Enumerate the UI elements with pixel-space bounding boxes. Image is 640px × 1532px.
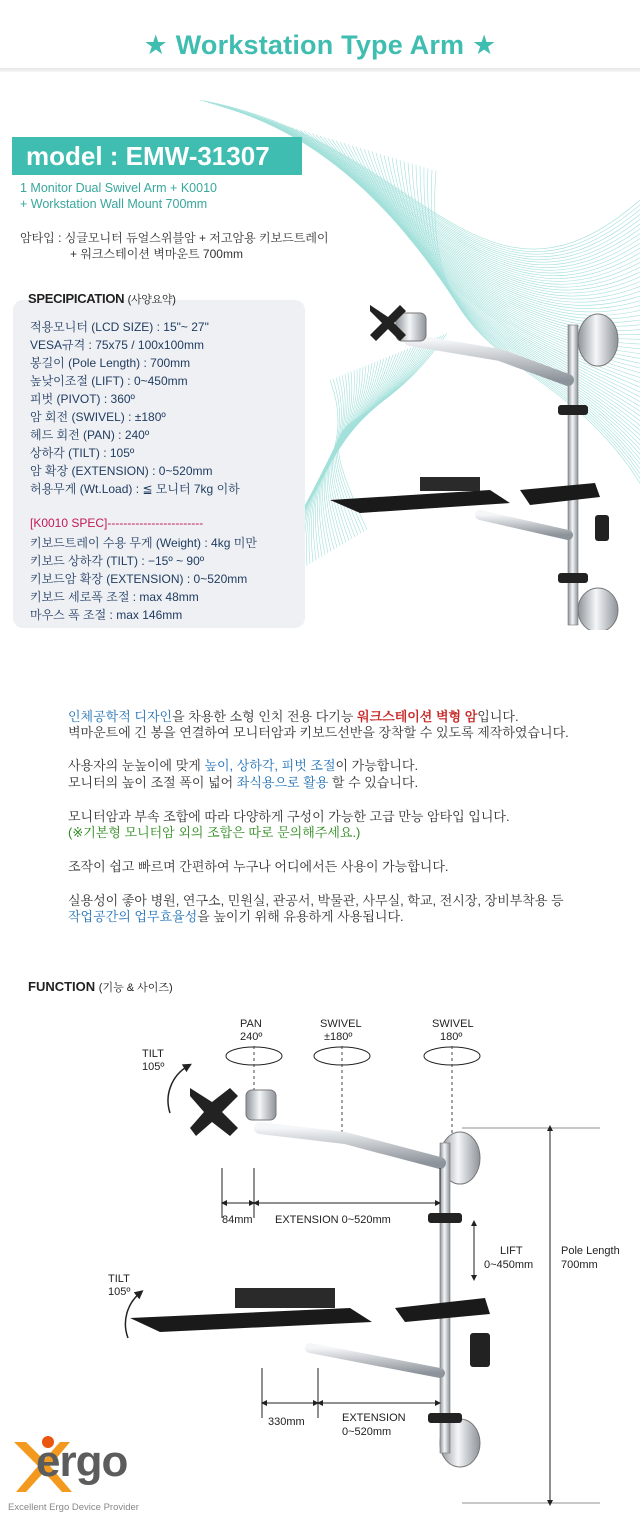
spec-line: 헤드 회전 (PAN) : 240º [30, 428, 150, 442]
swivel-label: SWIVEL [320, 1018, 362, 1030]
function-heading: FUNCTION (기능 & 사이즈) [28, 979, 173, 994]
desc-line: 조작이 쉽고 빠르며 간편하여 누구나 어디에서든 사용이 가능합니다. [68, 859, 449, 874]
k0010-spec-line: 키보드암 확장 (EXTENSION) : 0~520mm [30, 572, 248, 586]
pole-length-label: Pole Length [561, 1245, 620, 1257]
tilt-label: TILT [142, 1048, 164, 1060]
desc-line: 인체공학적 디자인을 차용한 소형 인치 전용 다기능 워크스테이션 벽형 암입니다. [68, 709, 519, 724]
arm-type-line-1: 암타입 : 싱글모니터 듀얼스위블암 + 저고암용 키보드트레이 [20, 231, 329, 245]
model-tag: model : EMW-31307 [12, 137, 302, 175]
spec-line: 높낮이조절 (LIFT) : 0~450mm [30, 374, 188, 388]
desc-line: 실용성이 좋아 병원, 연구소, 민원실, 관공서, 박물관, 사무실, 학교, 전시장, 장비부착용 등 [68, 893, 564, 908]
desc-line: 모니터암과 부속 조합에 따라 다양하게 구성이 가능한 고급 만능 암타입 입니다. [68, 809, 510, 824]
spec-heading: SPECIPICATION (사양요약) [28, 291, 176, 306]
dimension-84: 84mm [222, 1214, 253, 1226]
tilt-label: TILT [108, 1273, 130, 1285]
spec-line: 허용무게 (Wt.Load) : ≦ 모니터 7kg 이하 [30, 482, 240, 496]
swivel-value: 180º [440, 1031, 463, 1043]
extension-label: EXTENSION [342, 1412, 406, 1424]
desc-line: 모니터의 높이 조절 폭이 넓어 좌식용으로 활용 할 수 있습니다. [68, 775, 419, 790]
spec-line: 암 회전 (SWIVEL) : ±180º [30, 410, 166, 424]
k0010-spec-line: 키보드 상하각 (TILT) : −15º ~ 90º [30, 554, 205, 568]
desc-line: 사용자의 눈높이에 맞게 높이, 상하각, 피벗 조절이 가능합니다. [68, 758, 419, 773]
k0010-spec-line: 키보드트레이 수용 무게 (Weight) : 4kg 미만 [30, 536, 257, 550]
logo-tagline: Excellent Ergo Device Provider [8, 1502, 139, 1513]
spec-line: 봉길이 (Pole Length) : 700mm [30, 356, 191, 370]
extension-label: EXTENSION 0~520mm [275, 1214, 391, 1226]
model-subtitle-2: + Workstation Wall Mount 700mm [20, 197, 208, 211]
swivel-label: SWIVEL [432, 1018, 474, 1030]
logo-wordmark: ergo [36, 1437, 128, 1486]
spec-line: 암 확장 (EXTENSION) : 0~520mm [30, 464, 213, 478]
extension-value: 0~520mm [342, 1426, 392, 1438]
model-subtitle-1: 1 Monitor Dual Swivel Arm + K0010 [20, 181, 217, 195]
desc-line: 벽마운트에 긴 봉을 연결하여 모니터암과 키보드선반을 장착할 수 있도록 제작하였습니다. [68, 725, 569, 740]
tilt-value: 105º [142, 1061, 165, 1073]
arm-type-line-2: + 워크스테이션 벽마운트 700mm [70, 247, 243, 261]
pole-length-value: 700mm [561, 1259, 598, 1271]
lift-value: 0~450mm [484, 1259, 534, 1271]
product-image [300, 285, 635, 630]
pan-value: 240º [240, 1031, 263, 1043]
spec-line: VESA규격 : 75x75 / 100x100mm [30, 338, 204, 352]
lift-label: LIFT [500, 1245, 523, 1257]
k0010-spec-line: 마우스 폭 조절 : max 146mm [30, 608, 183, 622]
spec-line: 피벗 (PIVOT) : 360º [30, 392, 135, 406]
dimension-330: 330mm [268, 1416, 305, 1428]
swivel-value: ±180º [324, 1031, 353, 1043]
desc-note: (※기본형 모니터암 외의 조합은 따로 문의해주세요.) [68, 825, 361, 840]
k0010-spec-line: 키보드 세로폭 조절 : max 48mm [30, 590, 199, 604]
k0010-spec-heading: [K0010 SPEC]------------------------ [30, 516, 204, 530]
page-title: ★ Workstation Type Arm ★ [143, 30, 497, 60]
spec-line: 상하각 (TILT) : 105º [30, 446, 135, 460]
pan-label: PAN [240, 1018, 262, 1030]
tilt-value: 105º [108, 1286, 131, 1298]
spec-line: 적용모니터 (LCD SIZE) : 15"~ 27" [30, 320, 209, 334]
desc-line: 작업공간의 업무효율성을 높이기 위해 유용하게 사용됩니다. [68, 909, 404, 924]
